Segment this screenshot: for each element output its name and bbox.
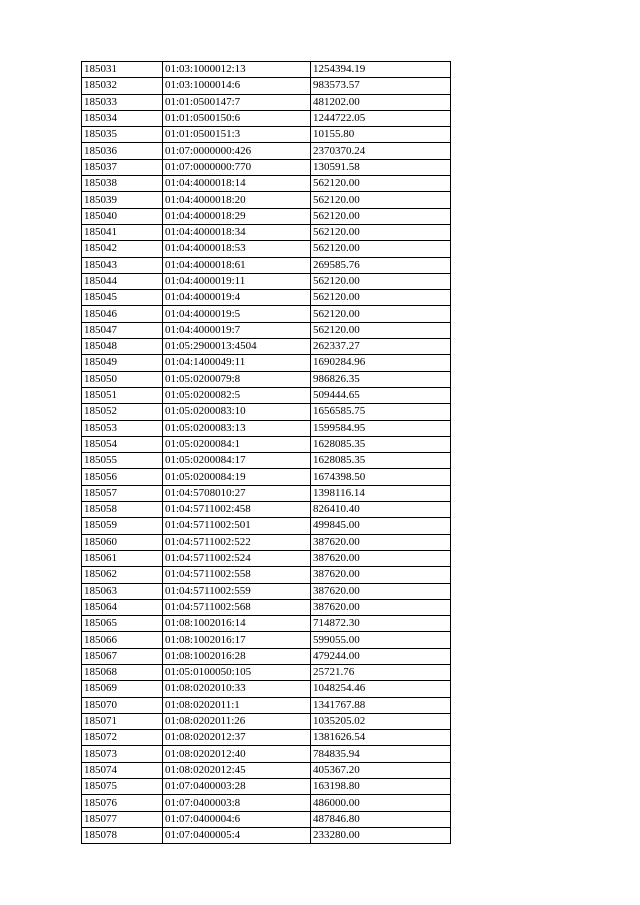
cadastral-number-cell: 01:04:5711002:501: [163, 518, 311, 534]
value-cell: 562120.00: [311, 306, 451, 322]
value-cell: 387620.00: [311, 550, 451, 566]
value-cell: 10155.80: [311, 127, 451, 143]
row-number-cell: 185055: [82, 453, 163, 469]
row-number-cell: 185039: [82, 192, 163, 208]
table-row: [82, 453, 451, 469]
value-cell: 562120.00: [311, 224, 451, 240]
cadastral-number-cell: 01:07:0000000:770: [163, 159, 311, 175]
cadastral-number-cell: 01:08:0202012:40: [163, 746, 311, 762]
cadastral-number-cell: 01:04:4000019:5: [163, 306, 311, 322]
value-cell: 562120.00: [311, 322, 451, 338]
table-row: [82, 795, 451, 811]
row-number-cell: 185034: [82, 110, 163, 126]
value-cell: 130591.58: [311, 159, 451, 175]
value-cell: 1674398.50: [311, 469, 451, 485]
row-number-cell: 185044: [82, 273, 163, 289]
cadastral-number-cell: 01:03:1000014:6: [163, 78, 311, 94]
row-number-cell: 185063: [82, 583, 163, 599]
cadastral-number-cell: 01:07:0000000:426: [163, 143, 311, 159]
value-cell: 1398116.14: [311, 485, 451, 501]
row-number-cell: 185058: [82, 502, 163, 518]
table-row: [82, 306, 451, 322]
value-cell: 599055.00: [311, 632, 451, 648]
cadastral-number-cell: 01:05:0200079:8: [163, 371, 311, 387]
cadastral-number-cell: 01:07:0400003:8: [163, 795, 311, 811]
row-number-cell: 185036: [82, 143, 163, 159]
row-number-cell: 185035: [82, 127, 163, 143]
value-cell: 826410.40: [311, 502, 451, 518]
row-number-cell: 185068: [82, 664, 163, 680]
value-cell: 1341767.88: [311, 697, 451, 713]
row-number-cell: 185072: [82, 730, 163, 746]
table-row: [82, 404, 451, 420]
cadastral-number-cell: 01:04:4000018:34: [163, 224, 311, 240]
table-row: [82, 746, 451, 762]
table-row: [82, 518, 451, 534]
table-row: [82, 143, 451, 159]
row-number-cell: 185032: [82, 78, 163, 94]
value-cell: 562120.00: [311, 241, 451, 257]
value-cell: 233280.00: [311, 827, 451, 843]
row-number-cell: 185069: [82, 681, 163, 697]
table-row: [82, 176, 451, 192]
cadastral-number-cell: 01:05:0200084:19: [163, 469, 311, 485]
cadastral-number-cell: 01:05:0200084:17: [163, 453, 311, 469]
cadastral-number-cell: 01:01:0500150:6: [163, 110, 311, 126]
value-cell: 2370370.24: [311, 143, 451, 159]
row-number-cell: 185042: [82, 241, 163, 257]
row-number-cell: 185062: [82, 567, 163, 583]
table-row: [82, 632, 451, 648]
document-page: [81, 61, 450, 844]
cadastral-number-cell: 01:03:1000012:13: [163, 62, 311, 78]
row-number-cell: 185031: [82, 62, 163, 78]
cadastral-number-cell: 01:04:4000018:20: [163, 192, 311, 208]
cadastral-number-cell: 01:08:0202012:37: [163, 730, 311, 746]
cadastral-number-cell: 01:04:4000018:53: [163, 241, 311, 257]
value-cell: 487846.80: [311, 811, 451, 827]
value-cell: 25721.76: [311, 664, 451, 680]
table-row: [82, 192, 451, 208]
row-number-cell: 185057: [82, 485, 163, 501]
cadastral-number-cell: 01:04:1400049:11: [163, 355, 311, 371]
cadastral-number-cell: 01:07:0400003:28: [163, 779, 311, 795]
row-number-cell: 185037: [82, 159, 163, 175]
cadastral-number-cell: 01:05:0200084:1: [163, 436, 311, 452]
value-cell: 262337.27: [311, 339, 451, 355]
row-number-cell: 185076: [82, 795, 163, 811]
table-row: [82, 224, 451, 240]
row-number-cell: 185073: [82, 746, 163, 762]
row-number-cell: 185041: [82, 224, 163, 240]
value-cell: 1628085.35: [311, 453, 451, 469]
table-row: [82, 322, 451, 338]
table-row: [82, 371, 451, 387]
cadastral-number-cell: 01:04:5711002:524: [163, 550, 311, 566]
cadastral-number-cell: 01:04:5711002:559: [163, 583, 311, 599]
table-row: [82, 664, 451, 680]
table-row: [82, 127, 451, 143]
row-number-cell: 185061: [82, 550, 163, 566]
row-number-cell: 185064: [82, 599, 163, 615]
row-number-cell: 185052: [82, 404, 163, 420]
cadastral-number-cell: 01:05:0200082:5: [163, 387, 311, 403]
value-cell: 1035205.02: [311, 713, 451, 729]
value-cell: 1244722.05: [311, 110, 451, 126]
cadastral-number-cell: 01:04:5711002:522: [163, 534, 311, 550]
value-cell: 562120.00: [311, 192, 451, 208]
cadastral-value-table: [81, 61, 451, 844]
value-cell: 1690284.96: [311, 355, 451, 371]
row-number-cell: 185050: [82, 371, 163, 387]
cadastral-number-cell: 01:08:0202011:26: [163, 713, 311, 729]
cadastral-number-cell: 01:04:4000019:11: [163, 273, 311, 289]
cadastral-number-cell: 01:04:4000019:4: [163, 290, 311, 306]
value-cell: 784835.94: [311, 746, 451, 762]
value-cell: 562120.00: [311, 176, 451, 192]
row-number-cell: 185040: [82, 208, 163, 224]
table-row: [82, 159, 451, 175]
row-number-cell: 185070: [82, 697, 163, 713]
value-cell: 269585.76: [311, 257, 451, 273]
table-row: [82, 78, 451, 94]
table-body: [82, 62, 451, 844]
value-cell: 562120.00: [311, 273, 451, 289]
value-cell: 499845.00: [311, 518, 451, 534]
cadastral-number-cell: 01:08:1002016:14: [163, 616, 311, 632]
table-row: [82, 730, 451, 746]
row-number-cell: 185077: [82, 811, 163, 827]
cadastral-number-cell: 01:08:1002016:17: [163, 632, 311, 648]
value-cell: 1048254.46: [311, 681, 451, 697]
table-row: [82, 827, 451, 843]
cadastral-number-cell: 01:04:5711002:458: [163, 502, 311, 518]
value-cell: 481202.00: [311, 94, 451, 110]
table-row: [82, 616, 451, 632]
value-cell: 486000.00: [311, 795, 451, 811]
table-row: [82, 550, 451, 566]
row-number-cell: 185049: [82, 355, 163, 371]
row-number-cell: 185078: [82, 827, 163, 843]
cadastral-number-cell: 01:07:0400005:4: [163, 827, 311, 843]
row-number-cell: 185038: [82, 176, 163, 192]
value-cell: 387620.00: [311, 583, 451, 599]
cadastral-number-cell: 01:04:5711002:558: [163, 567, 311, 583]
row-number-cell: 185074: [82, 762, 163, 778]
value-cell: 163198.80: [311, 779, 451, 795]
cadastral-number-cell: 01:05:0200083:10: [163, 404, 311, 420]
value-cell: 1656585.75: [311, 404, 451, 420]
row-number-cell: 185046: [82, 306, 163, 322]
row-number-cell: 185060: [82, 534, 163, 550]
cadastral-number-cell: 01:05:0100050:105: [163, 664, 311, 680]
row-number-cell: 185054: [82, 436, 163, 452]
table-row: [82, 257, 451, 273]
value-cell: 387620.00: [311, 599, 451, 615]
table-row: [82, 94, 451, 110]
cadastral-number-cell: 01:04:4000018:61: [163, 257, 311, 273]
row-number-cell: 185051: [82, 387, 163, 403]
value-cell: 562120.00: [311, 208, 451, 224]
table-row: [82, 713, 451, 729]
cadastral-number-cell: 01:04:4000018:14: [163, 176, 311, 192]
row-number-cell: 185056: [82, 469, 163, 485]
table-row: [82, 485, 451, 501]
row-number-cell: 185071: [82, 713, 163, 729]
table-row: [82, 697, 451, 713]
cadastral-number-cell: 01:04:5711002:568: [163, 599, 311, 615]
table-row: [82, 762, 451, 778]
value-cell: 714872.30: [311, 616, 451, 632]
cadastral-number-cell: 01:05:0200083:13: [163, 420, 311, 436]
value-cell: 479244.00: [311, 648, 451, 664]
row-number-cell: 185059: [82, 518, 163, 534]
value-cell: 387620.00: [311, 567, 451, 583]
cadastral-number-cell: 01:08:1002016:28: [163, 648, 311, 664]
cadastral-number-cell: 01:08:0202012:45: [163, 762, 311, 778]
cadastral-number-cell: 01:05:2900013:4504: [163, 339, 311, 355]
table-row: [82, 567, 451, 583]
table-row: [82, 355, 451, 371]
row-number-cell: 185033: [82, 94, 163, 110]
cadastral-number-cell: 01:04:4000018:29: [163, 208, 311, 224]
table-row: [82, 648, 451, 664]
table-row: [82, 62, 451, 78]
value-cell: 387620.00: [311, 534, 451, 550]
table-row: [82, 534, 451, 550]
table-row: [82, 110, 451, 126]
row-number-cell: 185065: [82, 616, 163, 632]
row-number-cell: 185043: [82, 257, 163, 273]
value-cell: 405367.20: [311, 762, 451, 778]
table-row: [82, 436, 451, 452]
value-cell: 509444.65: [311, 387, 451, 403]
cadastral-number-cell: 01:01:0500147:7: [163, 94, 311, 110]
table-row: [82, 811, 451, 827]
value-cell: 562120.00: [311, 290, 451, 306]
table-row: [82, 420, 451, 436]
cadastral-number-cell: 01:01:0500151:3: [163, 127, 311, 143]
cadastral-number-cell: 01:08:0202011:1: [163, 697, 311, 713]
cadastral-number-cell: 01:07:0400004:6: [163, 811, 311, 827]
table-row: [82, 583, 451, 599]
value-cell: 983573.57: [311, 78, 451, 94]
value-cell: 1628085.35: [311, 436, 451, 452]
table-row: [82, 779, 451, 795]
value-cell: 1381626.54: [311, 730, 451, 746]
cadastral-number-cell: 01:08:0202010:33: [163, 681, 311, 697]
value-cell: 1254394.19: [311, 62, 451, 78]
table-row: [82, 681, 451, 697]
table-row: [82, 599, 451, 615]
row-number-cell: 185048: [82, 339, 163, 355]
table-row: [82, 339, 451, 355]
row-number-cell: 185067: [82, 648, 163, 664]
row-number-cell: 185047: [82, 322, 163, 338]
row-number-cell: 185066: [82, 632, 163, 648]
row-number-cell: 185053: [82, 420, 163, 436]
value-cell: 1599584.95: [311, 420, 451, 436]
table-row: [82, 387, 451, 403]
row-number-cell: 185045: [82, 290, 163, 306]
cadastral-number-cell: 01:04:5708010:27: [163, 485, 311, 501]
cadastral-number-cell: 01:04:4000019:7: [163, 322, 311, 338]
table-row: [82, 469, 451, 485]
table-row: [82, 241, 451, 257]
table-row: [82, 273, 451, 289]
table-row: [82, 502, 451, 518]
value-cell: 986826.35: [311, 371, 451, 387]
table-row: [82, 208, 451, 224]
row-number-cell: 185075: [82, 779, 163, 795]
table-row: [82, 290, 451, 306]
